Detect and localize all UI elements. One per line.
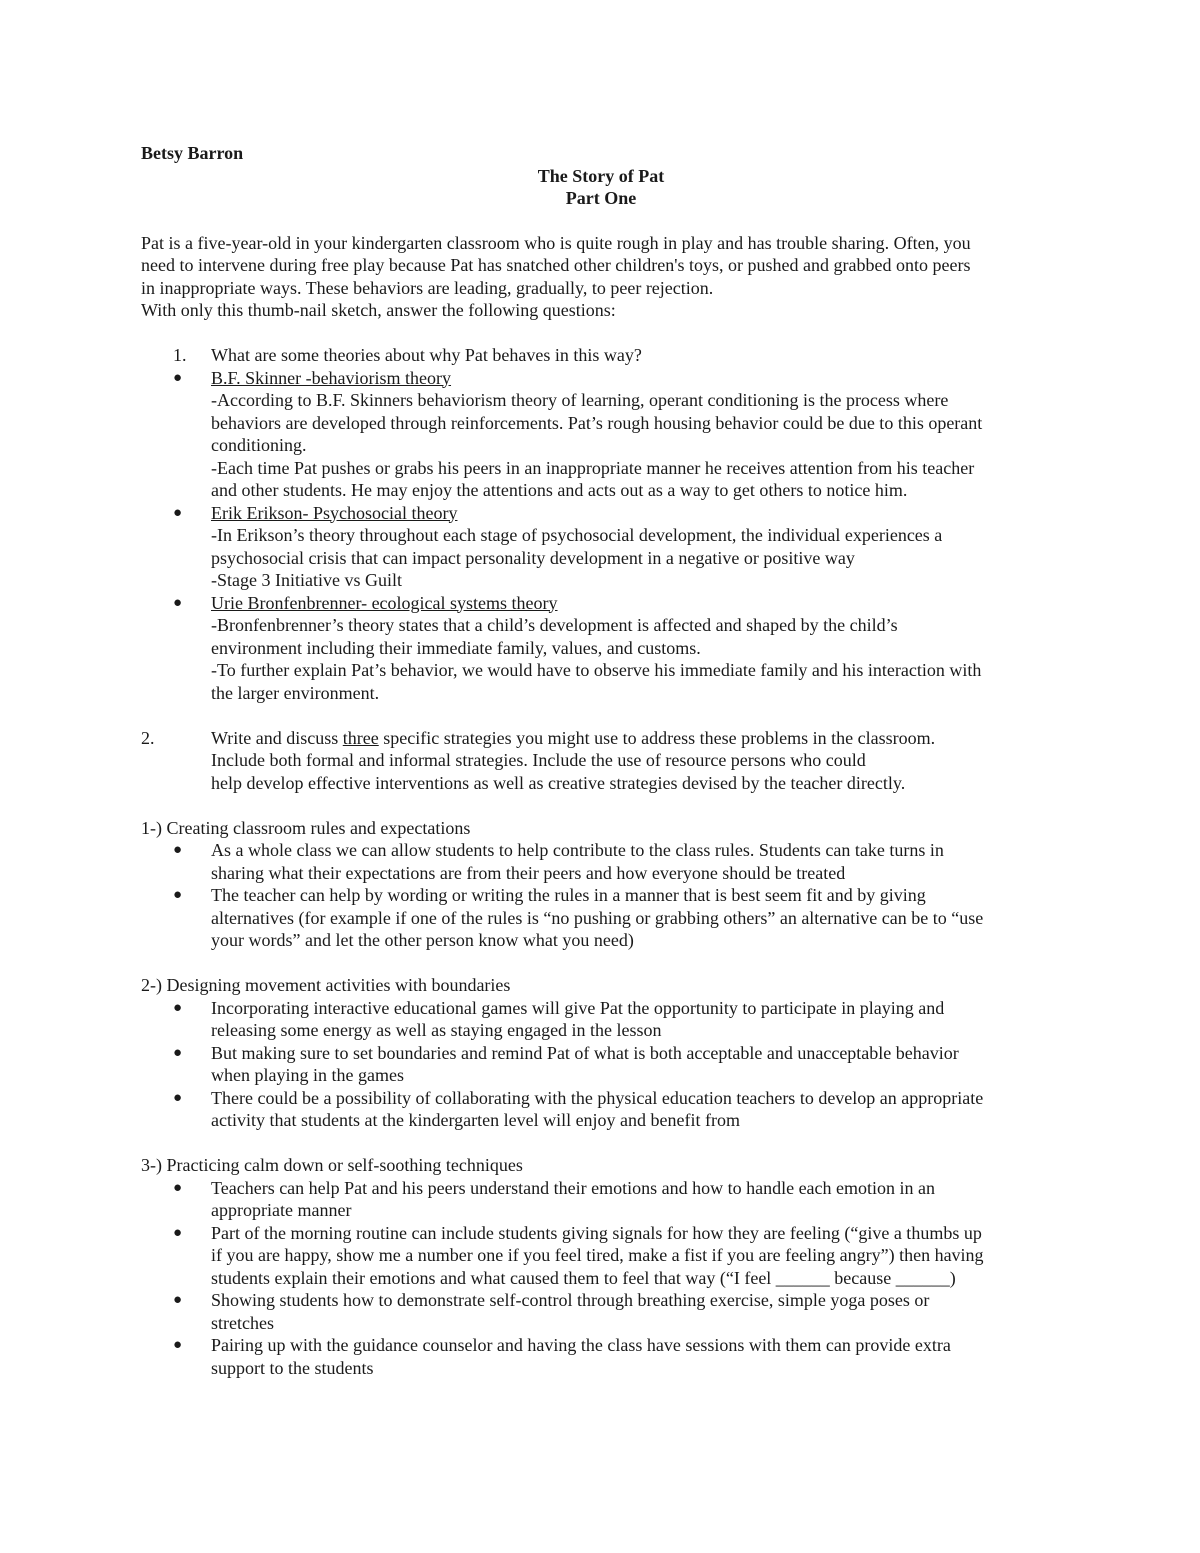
bullet-line: releasing some energy as well as staying engaged in the lesson <box>211 1020 662 1040</box>
question-2 <box>141 727 1061 795</box>
bullet-icon: ● <box>173 1089 183 1106</box>
bullet-line: activity that students at the kindergarten level will enjoy and benefit from <box>211 1110 741 1130</box>
theory-item <box>141 367 1061 502</box>
question-text: Write and discuss three specific strategies you might use to address these problems in the classroom. <box>211 727 936 748</box>
theory-heading: Urie Bronfenbrenner- ecological systems theory <box>211 592 558 613</box>
strategy-bullet <box>141 839 1061 884</box>
bullet-line: when playing in the games <box>211 1065 404 1085</box>
theory-item <box>141 502 1061 592</box>
bullet-line: sharing what their expectations are from their peers and how everyone should be treated <box>211 862 846 883</box>
strategy-bullet <box>141 1334 1061 1379</box>
theory-line: -Bronfenbrenner’s theory states that a child’s development is affected and shaped by the child’s <box>211 615 898 635</box>
theory-item <box>141 592 1061 705</box>
bullet-icon: ● <box>173 887 183 903</box>
theory-line: -In Erikson’s theory throughout each stage of psychosocial development, the individual experiences a <box>211 525 943 545</box>
bullet-line: if you are happy, show me a number one if you feel tired, make a fist if you are feeling angry”) then having <box>211 1245 984 1265</box>
strategy-heading: 1-) Creating classroom rules and expectations <box>141 817 471 838</box>
strategy-bullet <box>141 884 1061 952</box>
bullet-icon: ● <box>173 1292 183 1308</box>
bullet-line: Part of the morning routine can include students giving signals for how they are feeling (“give a thumbs up <box>211 1222 982 1243</box>
bullet-icon: ● <box>173 1179 183 1196</box>
strategy-bullet <box>141 1042 1061 1087</box>
bullet-line: Incorporating interactive educational games will give Pat the opportunity to participate in playing and <box>211 997 945 1018</box>
bullet-icon: ● <box>173 1337 183 1353</box>
strategy-bullet <box>141 1087 1061 1132</box>
bullet-icon: ● <box>173 369 183 386</box>
bullet-line: Showing students how to demonstrate self-control through breathing exercise, simple yoga poses or <box>211 1290 930 1310</box>
document-subtitle: Part One <box>565 188 637 208</box>
strategy-heading: 3-) Practicing calm down or self-soothing techniques <box>141 1155 523 1175</box>
question-number: 1. <box>173 345 187 365</box>
strategy-bullet <box>141 1222 1061 1290</box>
question-text: Include both formal and informal strategies. Include the use of resource persons who could <box>211 750 866 770</box>
question-text: What are some theories about why Pat behaves in this way? <box>211 345 642 365</box>
bullet-line: But making sure to set boundaries and remind Pat of what is both acceptable and unacceptable behavior <box>211 1042 959 1063</box>
theory-line: environment including their immediate family, values, and customs. <box>211 637 701 658</box>
intro-line: in inappropriate ways. These behaviors are leading, gradually, to peer rejection. <box>141 277 714 298</box>
theory-line: -According to B.F. Skinners behaviorism theory of learning, operant conditioning is the process where <box>211 390 949 410</box>
bullet-icon: ● <box>173 1044 183 1061</box>
strategy-bullet <box>141 997 1061 1042</box>
bullet-line: alternatives (for example if one of the rules is “no pushing or grabbing others” an alternative can be to “use <box>211 907 984 928</box>
document-content <box>141 142 1061 1379</box>
strategy-bullet <box>141 1289 1061 1334</box>
bullet-line: There could be a possibility of collaborating with the physical education teachers to develop an appropriate <box>211 1087 984 1108</box>
question-1 <box>141 344 1061 367</box>
theory-line: the larger environment. <box>211 682 380 703</box>
theory-line: -Each time Pat pushes or grabs his peers in an inappropriate manner he receives attention from his teacher <box>211 457 975 478</box>
theory-line: psychosocial crisis that can impact personality development in a negative or positive way <box>211 547 855 568</box>
theory-line: -To further explain Pat’s behavior, we would have to observe his immediate family and his interaction with <box>211 660 982 680</box>
intro-paragraph <box>141 232 1061 322</box>
bullet-icon: ● <box>173 594 183 611</box>
intro-line: With only this thumb-nail sketch, answer the following questions: <box>141 300 616 320</box>
theory-line: conditioning. <box>211 435 307 455</box>
bullet-line: Teachers can help Pat and his peers understand their emotions and how to handle each emotion in an <box>211 1177 936 1198</box>
intro-line: need to intervene during free play because Pat has snatched other children's toys, or pushed and grabbed onto peers <box>141 255 971 275</box>
theory-line: and other students. He may enjoy the attentions and acts out as a way to get others to notice him. <box>211 480 908 500</box>
bullet-icon: ● <box>173 504 183 521</box>
bullet-line: stretches <box>211 1312 274 1333</box>
bullet-line: As a whole class we can allow students to help contribute to the class rules. Students can take turns in <box>211 840 944 860</box>
theory-line: behaviors are developed through reinforcements. Pat’s rough housing behavior could be due to this operant <box>211 412 983 433</box>
bullet-line: students explain their emotions and what caused them to feel that way (“I feel ______ because ______) <box>211 1267 956 1288</box>
intro-line: Pat is a five-year-old in your kindergarten classroom who is quite rough in play and has trouble sharing. Often, you <box>141 232 971 253</box>
document-title: The Story of Pat <box>537 165 665 186</box>
theory-heading: B.F. Skinner -behaviorism theory <box>211 367 452 388</box>
bullet-line: your words” and let the other person know what you need) <box>211 930 634 950</box>
theory-heading: Erik Erikson- Psychosocial theory <box>211 502 458 523</box>
bullet-line: Pairing up with the guidance counselor and having the class have sessions with them can provide extra <box>211 1335 951 1355</box>
strategy-bullet <box>141 1177 1061 1222</box>
bullet-icon: ● <box>173 1224 183 1241</box>
question-number: 2. <box>141 727 155 748</box>
bullet-icon: ● <box>173 842 183 858</box>
bullet-icon: ● <box>173 999 183 1016</box>
bullet-line: support to the students <box>211 1357 374 1378</box>
bullet-line: The teacher can help by wording or writing the rules in a manner that is best seem fit and by giving <box>211 885 926 905</box>
question-text: help develop effective interventions as well as creative strategies devised by the teacher directly. <box>211 772 906 793</box>
emphasis-three: three <box>342 727 379 748</box>
strategy-heading: 2-) Designing movement activities with boundaries <box>141 975 511 995</box>
theory-line: -Stage 3 Initiative vs Guilt <box>211 570 402 590</box>
author-name: Betsy Barron <box>141 143 244 163</box>
bullet-line: appropriate manner <box>211 1200 352 1220</box>
